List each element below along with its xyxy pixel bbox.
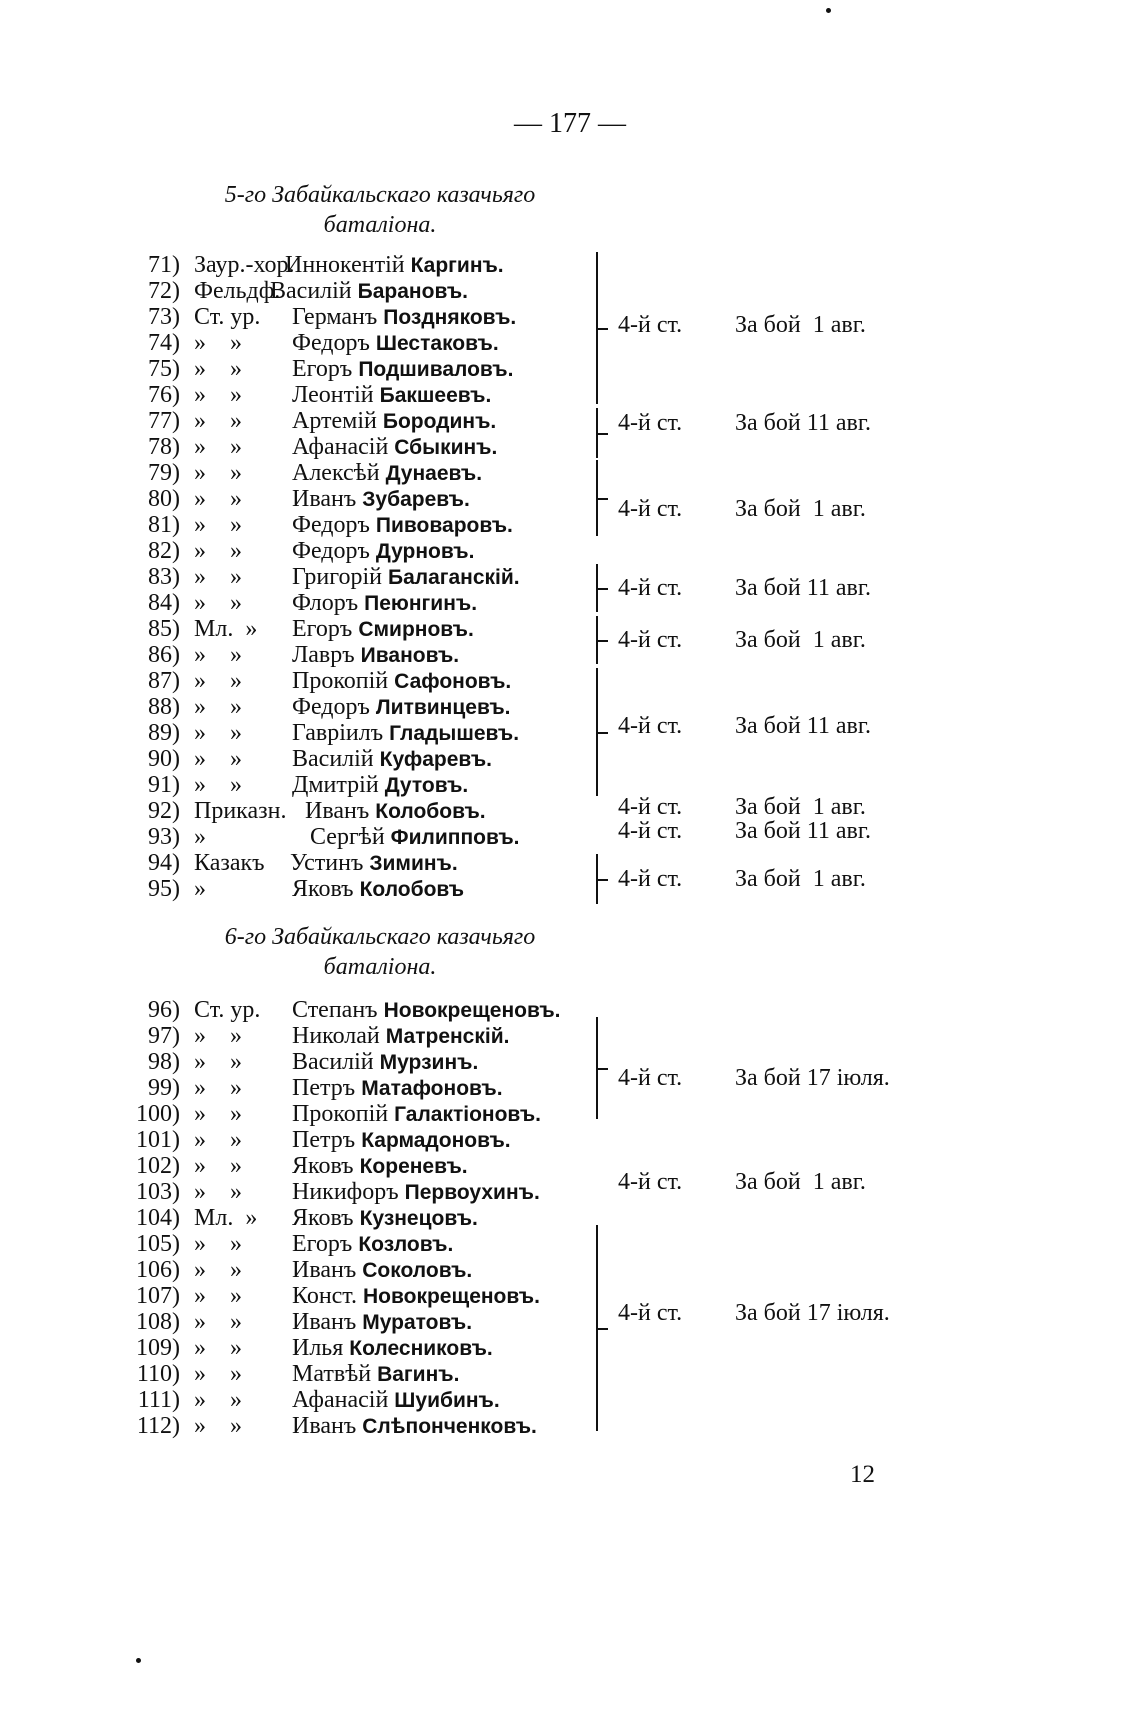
entry-rank: Ст. ур.	[194, 304, 261, 330]
entry-name	[292, 772, 468, 799]
entry-name	[292, 434, 497, 461]
award-battle: За бой 1 авг.	[735, 794, 866, 820]
grouping-brace-tip	[598, 732, 608, 734]
entry-surname: Смирновъ.	[358, 618, 474, 641]
entry-surname: Барановъ.	[357, 280, 468, 303]
entry-surname: Галактіоновъ.	[394, 1103, 541, 1126]
entry-surname: Поздняковъ.	[383, 306, 517, 329]
entry-surname: Дунаевъ.	[385, 462, 483, 485]
entry-rank: » »	[194, 356, 242, 382]
entry-number: 106)	[136, 1257, 180, 1283]
list-item	[0, 1283, 600, 1309]
entry-rank: Приказн.	[194, 798, 287, 824]
list-item	[0, 1075, 600, 1101]
entry-surname: Новокрещеновъ.	[383, 999, 561, 1022]
entry-rank: »	[194, 824, 206, 850]
printer-signature: 12	[850, 1461, 875, 1488]
entry-surname: Бородинъ.	[382, 410, 497, 433]
entry-surname: Козловъ.	[358, 1233, 454, 1256]
entry-surname: Слѣпонченковъ.	[362, 1415, 537, 1438]
entry-rank: Мл. »	[194, 1205, 258, 1231]
entry-number: 94)	[148, 850, 180, 876]
entry-name	[292, 1257, 472, 1284]
entry-rank: Заур.-хор.	[194, 252, 295, 278]
grouping-brace-tip	[598, 879, 608, 881]
entry-surname: Зиминъ.	[369, 852, 458, 875]
entry-rank: » »	[194, 1309, 242, 1335]
entry-rank: » »	[194, 1361, 242, 1387]
entry-name	[292, 720, 519, 747]
entry-surname: Балаганскій.	[387, 566, 520, 589]
entry-first-name: Василій	[270, 278, 352, 304]
entry-rank: » »	[194, 1335, 242, 1361]
entry-rank: » »	[194, 1075, 242, 1101]
award-battle: За бой 17 іюля.	[735, 1065, 890, 1091]
list-item	[0, 1257, 600, 1283]
entry-first-name: Петръ	[292, 1075, 356, 1101]
entry-rank: » »	[194, 1283, 242, 1309]
entry-first-name: Яковъ	[292, 1153, 354, 1179]
entry-surname: Новокрещеновъ.	[363, 1285, 540, 1308]
entry-number: 110)	[136, 1361, 180, 1387]
entry-name	[292, 564, 520, 591]
section-heading-2-line1: 6-го Забайкальскаго казачьяго	[224, 924, 536, 950]
list-item	[0, 1153, 600, 1179]
entry-first-name: Яковъ	[292, 1205, 354, 1231]
entry-name	[292, 1309, 472, 1336]
list-item	[0, 1361, 600, 1387]
list-item	[0, 330, 600, 356]
entry-rank: » »	[194, 460, 242, 486]
entry-first-name: Егоръ	[292, 616, 353, 642]
entry-first-name: Илья	[292, 1335, 344, 1361]
entry-surname: Мурзинъ.	[379, 1051, 479, 1074]
entry-name	[292, 1361, 459, 1388]
entry-first-name: Дмитрій	[292, 772, 379, 798]
ink-speck	[826, 8, 831, 13]
entry-first-name: Иннокентій	[285, 252, 405, 278]
entry-number: 103)	[136, 1179, 180, 1205]
entry-rank: » »	[194, 564, 242, 590]
entry-first-name: Федоръ	[292, 538, 370, 564]
entry-name	[292, 1283, 540, 1310]
entry-first-name: Егоръ	[292, 1231, 353, 1257]
section-heading-1	[170, 180, 590, 240]
list-item	[0, 694, 600, 720]
entry-rank: Мл. »	[194, 616, 258, 642]
entry-number: 76)	[148, 382, 180, 408]
award-degree: 4-й ст.	[618, 410, 683, 436]
entry-name	[292, 1023, 509, 1050]
award-battle: За бой 1 авг.	[735, 627, 866, 653]
entry-number: 88)	[148, 694, 180, 720]
entry-first-name: Флоръ	[292, 590, 359, 616]
entry-first-name: Федоръ	[292, 694, 370, 720]
entry-surname: Подшиваловъ.	[358, 358, 514, 381]
list-item	[0, 798, 600, 824]
entry-rank: » »	[194, 538, 242, 564]
entry-surname: Ивановъ.	[360, 644, 460, 667]
list-item	[0, 252, 600, 278]
entry-rank: » »	[194, 1127, 242, 1153]
entry-rank: » »	[194, 330, 242, 356]
entry-number: 84)	[148, 590, 180, 616]
entry-name	[290, 850, 458, 877]
entry-surname: Шуибинъ.	[394, 1389, 500, 1412]
entry-first-name: Артемій	[292, 408, 377, 434]
entry-name	[292, 1049, 478, 1076]
list-item	[0, 772, 600, 798]
entry-rank: » »	[194, 1023, 242, 1049]
entry-name	[285, 252, 504, 279]
award-degree: 4-й ст.	[618, 627, 683, 653]
award-battle: За бой 1 авг.	[735, 866, 866, 892]
entry-number: 75)	[148, 356, 180, 382]
list-item	[0, 434, 600, 460]
entry-rank: » »	[194, 1387, 242, 1413]
list-item	[0, 746, 600, 772]
section-heading-1-line1: 5-го Забайкальскаго казачьяго	[224, 182, 536, 208]
entry-name	[292, 668, 511, 695]
ink-speck	[136, 1658, 141, 1663]
grouping-brace-tip	[598, 640, 608, 642]
entry-first-name: Федоръ	[292, 330, 370, 356]
award-battle: За бой 17 іюля.	[735, 1300, 890, 1326]
award-degree: 4-й ст.	[618, 496, 683, 522]
entry-number: 71)	[148, 252, 180, 278]
entry-name	[292, 642, 459, 669]
list-item	[0, 304, 600, 330]
entry-name	[292, 382, 491, 409]
entry-surname: Соколовъ.	[362, 1259, 473, 1282]
entry-rank: » »	[194, 512, 242, 538]
list-item	[0, 1335, 600, 1361]
entry-surname: Сафоновъ.	[394, 670, 512, 693]
entry-surname: Бакшеевъ.	[379, 384, 492, 407]
entry-first-name: Лавръ	[292, 642, 355, 668]
entry-rank: » »	[194, 642, 242, 668]
entry-number: 99)	[148, 1075, 180, 1101]
entry-first-name: Афанасій	[292, 434, 389, 460]
entry-first-name: Петръ	[292, 1127, 356, 1153]
entry-rank: Ст. ур.	[194, 997, 261, 1023]
entry-surname: Колобовъ	[359, 878, 465, 901]
award-battle: За бой 1 авг.	[735, 1169, 866, 1195]
entry-first-name: Афанасій	[292, 1387, 389, 1413]
entry-surname: Куфаревъ.	[379, 748, 492, 771]
entry-number: 95)	[148, 876, 180, 902]
entry-first-name: Николай	[292, 1023, 380, 1049]
entry-name	[292, 1101, 541, 1128]
entry-name	[292, 1335, 493, 1362]
entry-number: 73)	[148, 304, 180, 330]
entry-surname: Колобовъ.	[375, 800, 486, 823]
entry-first-name: Сергѣй	[310, 824, 385, 850]
entry-name	[292, 1413, 537, 1440]
entry-number: 97)	[148, 1023, 180, 1049]
list-item	[0, 850, 600, 876]
entry-name	[292, 746, 492, 773]
entry-first-name: Германъ	[292, 304, 378, 330]
award-battle: За бой 1 авг.	[735, 496, 866, 522]
list-item	[0, 590, 600, 616]
entry-number: 109)	[136, 1335, 180, 1361]
list-item	[0, 486, 600, 512]
entry-number: 105)	[136, 1231, 180, 1257]
list-item	[0, 382, 600, 408]
list-item	[0, 642, 600, 668]
entry-surname: Филипповъ.	[390, 826, 520, 849]
entry-surname: Муратовъ.	[362, 1311, 473, 1334]
entry-name	[292, 408, 496, 435]
entry-name	[292, 486, 470, 513]
grouping-brace-tip	[598, 588, 608, 590]
entry-number: 107)	[136, 1283, 180, 1309]
entry-number: 72)	[148, 278, 180, 304]
entry-rank: Фельдф.	[194, 278, 281, 304]
entry-name	[292, 356, 513, 383]
list-item	[0, 460, 600, 486]
entry-surname: Пивоваровъ.	[375, 514, 513, 537]
entry-name	[292, 460, 482, 487]
list-item	[0, 1179, 600, 1205]
entry-name	[292, 538, 474, 565]
entry-first-name: Василій	[292, 1049, 374, 1075]
entry-rank: » »	[194, 1101, 242, 1127]
entry-number: 90)	[148, 746, 180, 772]
entry-name	[292, 1179, 540, 1206]
list-item	[0, 512, 600, 538]
entry-surname: Кореневъ.	[359, 1155, 468, 1178]
list-item	[0, 1049, 600, 1075]
entry-first-name: Иванъ	[292, 1257, 357, 1283]
entry-rank: »	[194, 876, 206, 902]
entry-first-name: Устинъ	[290, 850, 364, 876]
entry-surname: Зубаревъ.	[362, 488, 470, 511]
award-battle: За бой 1 авг.	[735, 312, 866, 338]
entry-number: 112)	[136, 1413, 180, 1439]
entry-first-name: Федоръ	[292, 512, 370, 538]
entry-rank: » »	[194, 382, 242, 408]
entry-surname: Матафоновъ.	[361, 1077, 503, 1100]
entry-first-name: Алексѣй	[292, 460, 380, 486]
grouping-brace-tip	[598, 1068, 608, 1070]
list-item	[0, 564, 600, 590]
award-battle: За бой 11 авг.	[735, 818, 871, 844]
list-item	[0, 616, 600, 642]
entry-number: 83)	[148, 564, 180, 590]
entry-rank: » »	[194, 1153, 242, 1179]
award-degree: 4-й ст.	[618, 818, 683, 844]
entry-name	[292, 590, 477, 617]
entry-number: 80)	[148, 486, 180, 512]
list-item	[0, 997, 600, 1023]
entry-rank: » »	[194, 694, 242, 720]
award-degree: 4-й ст.	[618, 1300, 683, 1326]
grouping-brace-tip	[598, 328, 608, 330]
entry-name	[292, 876, 464, 903]
list-item	[0, 824, 600, 850]
list-item	[0, 278, 600, 304]
entry-name	[292, 1127, 511, 1154]
award-battle: За бой 11 авг.	[735, 410, 871, 436]
entry-number: 86)	[148, 642, 180, 668]
entry-name	[292, 330, 499, 357]
entry-number: 96)	[148, 997, 180, 1023]
entry-name	[310, 824, 519, 851]
entry-rank: » »	[194, 434, 242, 460]
entry-number: 100)	[136, 1101, 180, 1127]
list-item	[0, 538, 600, 564]
entry-number: 85)	[148, 616, 180, 642]
entry-name	[292, 1153, 468, 1180]
list-item	[0, 1387, 600, 1413]
award-degree: 4-й ст.	[618, 866, 683, 892]
entry-rank: » »	[194, 1231, 242, 1257]
entry-first-name: Яковъ	[292, 876, 354, 902]
entry-first-name: Григорій	[292, 564, 382, 590]
award-battle: За бой 11 авг.	[735, 713, 871, 739]
award-degree: 4-й ст.	[618, 713, 683, 739]
entry-surname: Сбыкинъ.	[394, 436, 498, 459]
entry-number: 87)	[148, 668, 180, 694]
entry-surname: Матренскій.	[385, 1025, 510, 1048]
entry-first-name: Леонтій	[292, 382, 374, 408]
list-item	[0, 1309, 600, 1335]
entry-surname: Вагинъ.	[377, 1363, 460, 1386]
entry-name	[292, 1205, 478, 1232]
award-degree: 4-й ст.	[618, 312, 683, 338]
grouping-brace-tip	[598, 433, 608, 435]
grouping-brace-tip	[598, 498, 608, 500]
entry-name	[292, 512, 513, 539]
entry-rank: » »	[194, 590, 242, 616]
entry-first-name: Прокопій	[292, 1101, 389, 1127]
section-heading-2-line2: баталіона.	[323, 954, 437, 980]
section-heading-2	[170, 922, 590, 982]
entry-rank: » »	[194, 1049, 242, 1075]
page-number: — 177 —	[514, 108, 626, 139]
entry-first-name: Иванъ	[292, 486, 357, 512]
entry-rank: » »	[194, 720, 242, 746]
list-item	[0, 408, 600, 434]
entry-number: 91)	[148, 772, 180, 798]
entry-number: 101)	[136, 1127, 180, 1153]
entry-rank: » »	[194, 1257, 242, 1283]
section-heading-1-line2: баталіона.	[323, 212, 437, 238]
entry-name	[292, 1231, 453, 1258]
entry-number: 79)	[148, 460, 180, 486]
entry-name	[305, 798, 486, 825]
award-battle: За бой 11 авг.	[735, 575, 871, 601]
entry-number: 98)	[148, 1049, 180, 1075]
entry-rank: » »	[194, 772, 242, 798]
entry-surname: Пеюнгинъ.	[364, 592, 478, 615]
entry-rank: Казакъ	[194, 850, 265, 876]
entry-first-name: Иванъ	[305, 798, 370, 824]
entry-first-name: Василій	[292, 746, 374, 772]
entry-first-name: Степанъ	[292, 997, 378, 1023]
entry-surname: Литвинцевъ.	[375, 696, 511, 719]
entry-name	[292, 1387, 500, 1414]
entry-number: 74)	[148, 330, 180, 356]
list-item	[0, 1205, 600, 1231]
list-item	[0, 1127, 600, 1153]
entry-number: 81)	[148, 512, 180, 538]
award-degree: 4-й ст.	[618, 1065, 683, 1091]
entry-surname: Дутовъ.	[384, 774, 469, 797]
entry-name	[292, 304, 516, 331]
list-item	[0, 668, 600, 694]
entry-first-name: Матвѣй	[292, 1361, 372, 1387]
list-item	[0, 1101, 600, 1127]
entry-name	[270, 278, 468, 305]
entry-first-name: Егоръ	[292, 356, 353, 382]
entry-surname: Гладышевъ.	[389, 722, 520, 745]
entry-number: 82)	[148, 538, 180, 564]
entry-first-name: Иванъ	[292, 1413, 357, 1439]
award-degree: 4-й ст.	[618, 575, 683, 601]
entry-rank: » »	[194, 746, 242, 772]
entry-rank: » »	[194, 408, 242, 434]
entry-number: 92)	[148, 798, 180, 824]
entry-number: 102)	[136, 1153, 180, 1179]
award-degree: 4-й ст.	[618, 1169, 683, 1195]
entry-first-name: Гавріилъ	[292, 720, 384, 746]
entry-number: 104)	[136, 1205, 180, 1231]
entry-number: 89)	[148, 720, 180, 746]
entry-surname: Шестаковъ.	[375, 332, 499, 355]
entry-name	[292, 997, 561, 1024]
grouping-brace-tip	[598, 1328, 608, 1330]
entry-first-name: Прокопій	[292, 668, 389, 694]
entry-rank: » »	[194, 1413, 242, 1439]
list-item	[0, 356, 600, 382]
entry-first-name: Иванъ	[292, 1309, 357, 1335]
entry-number: 111)	[137, 1387, 180, 1413]
entry-rank: » »	[194, 668, 242, 694]
entry-rank: » »	[194, 486, 242, 512]
entry-surname: Каргинъ.	[410, 254, 504, 277]
entry-number: 93)	[148, 824, 180, 850]
list-item	[0, 876, 600, 902]
entry-name	[292, 1075, 503, 1102]
entry-surname: Кармадоновъ.	[361, 1129, 511, 1152]
entry-number: 108)	[136, 1309, 180, 1335]
entry-surname: Первоухинъ.	[404, 1181, 540, 1204]
list-item	[0, 1413, 600, 1439]
entry-name	[292, 616, 474, 643]
entry-surname: Колесниковъ.	[349, 1337, 493, 1360]
entry-name	[292, 694, 510, 721]
list-item	[0, 1231, 600, 1257]
award-degree: 4-й ст.	[618, 794, 683, 820]
list-item	[0, 720, 600, 746]
list-item	[0, 1023, 600, 1049]
entry-number: 77)	[148, 408, 180, 434]
entry-first-name: Никифоръ	[292, 1179, 399, 1205]
entry-surname: Кузнецовъ.	[359, 1207, 478, 1230]
entry-number: 78)	[148, 434, 180, 460]
entry-surname: Дурновъ.	[375, 540, 475, 563]
entry-rank: » »	[194, 1179, 242, 1205]
entry-first-name: Конст.	[292, 1283, 357, 1309]
